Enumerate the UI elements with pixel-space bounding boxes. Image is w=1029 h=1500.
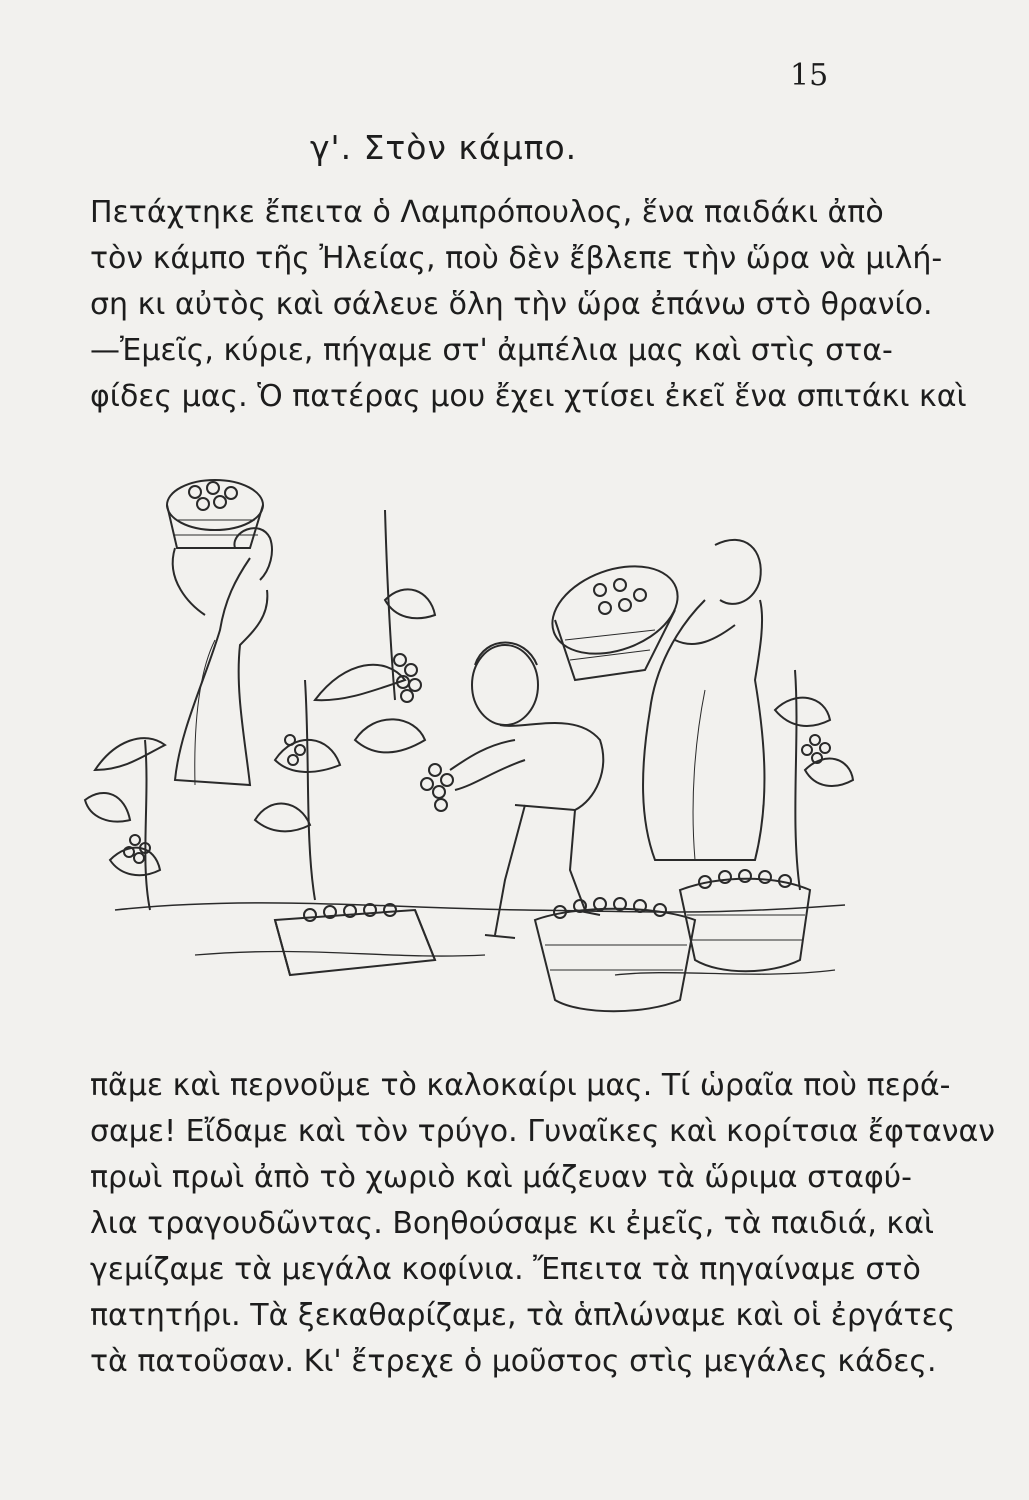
- boy-picking-grapes: [450, 643, 603, 939]
- grapevine-left: [85, 738, 165, 910]
- woman-carrying-basket-left: [167, 480, 272, 785]
- text-line: τὰ πατοῦσαν. Κι' ἔτρεχε ὁ μοῦστος στὶς μεγάλες κάδες.: [90, 1344, 937, 1379]
- grapevine-right: [775, 670, 853, 890]
- grapevine-center: [255, 510, 453, 900]
- top-paragraph: [90, 190, 967, 420]
- text-line: πᾶμε καὶ περνοῦμε τὸ καλοκαίρι μας. Τί ὡραῖα ποὺ περά-: [90, 1068, 951, 1103]
- text-line: —Ἐμεῖς, κύριε, πήγαμε στ' ἀμπέλια μας καὶ στὶς στα-: [90, 333, 893, 368]
- text-line: γεμίζαμε τὰ μεγάλα κοφίνια. Ἔπειτα τὰ πηγαίναμε στὸ: [90, 1252, 921, 1287]
- text-line: φίδες μας. Ὁ πατέρας μου ἔχει χτίσει ἐκεῖ ἕνα σπιτάκι καὶ: [90, 379, 967, 414]
- grape-crate: [275, 904, 435, 975]
- text-line: λια τραγουδῶντας. Βοηθούσαμε κι ἐμεῖς, τὰ παιδιά, καὶ: [90, 1206, 934, 1241]
- grape-harvest-illustration: [55, 440, 875, 1040]
- page-number: 15: [790, 58, 829, 93]
- text-line: ση κι αὐτὸς καὶ σάλευε ὅλη τὴν ὥρα ἐπάνω στὸ θρανίο.: [90, 287, 933, 322]
- grape-baskets: [535, 870, 810, 1011]
- bottom-paragraph: [90, 1063, 996, 1385]
- text-line: πατητήρι. Τὰ ξεκαθαρίζαμε, τὰ ἁπλώναμε καὶ οἱ ἐργάτες: [90, 1298, 956, 1333]
- chapter-title: γ'. Στὸν κάμπο.: [310, 128, 578, 167]
- text-line: σαμε! Εἴδαμε καὶ τὸν τρύγο. Γυναῖκες καὶ κορίτσια ἔφταναν: [90, 1114, 996, 1149]
- text-line: τὸν κάμπο τῆς Ἠλείας, ποὺ δὲν ἔβλεπε τὴν ὥρα νὰ μιλή-: [90, 241, 943, 276]
- text-line: πρωὶ πρωὶ ἀπὸ τὸ χωριὸ καὶ μάζευαν τὰ ὥριμα σταφύ-: [90, 1160, 912, 1195]
- text-line: Πετάχτηκε ἔπειτα ὁ Λαμπρόπουλος, ἕνα παιδάκι ἀπὸ: [90, 195, 884, 230]
